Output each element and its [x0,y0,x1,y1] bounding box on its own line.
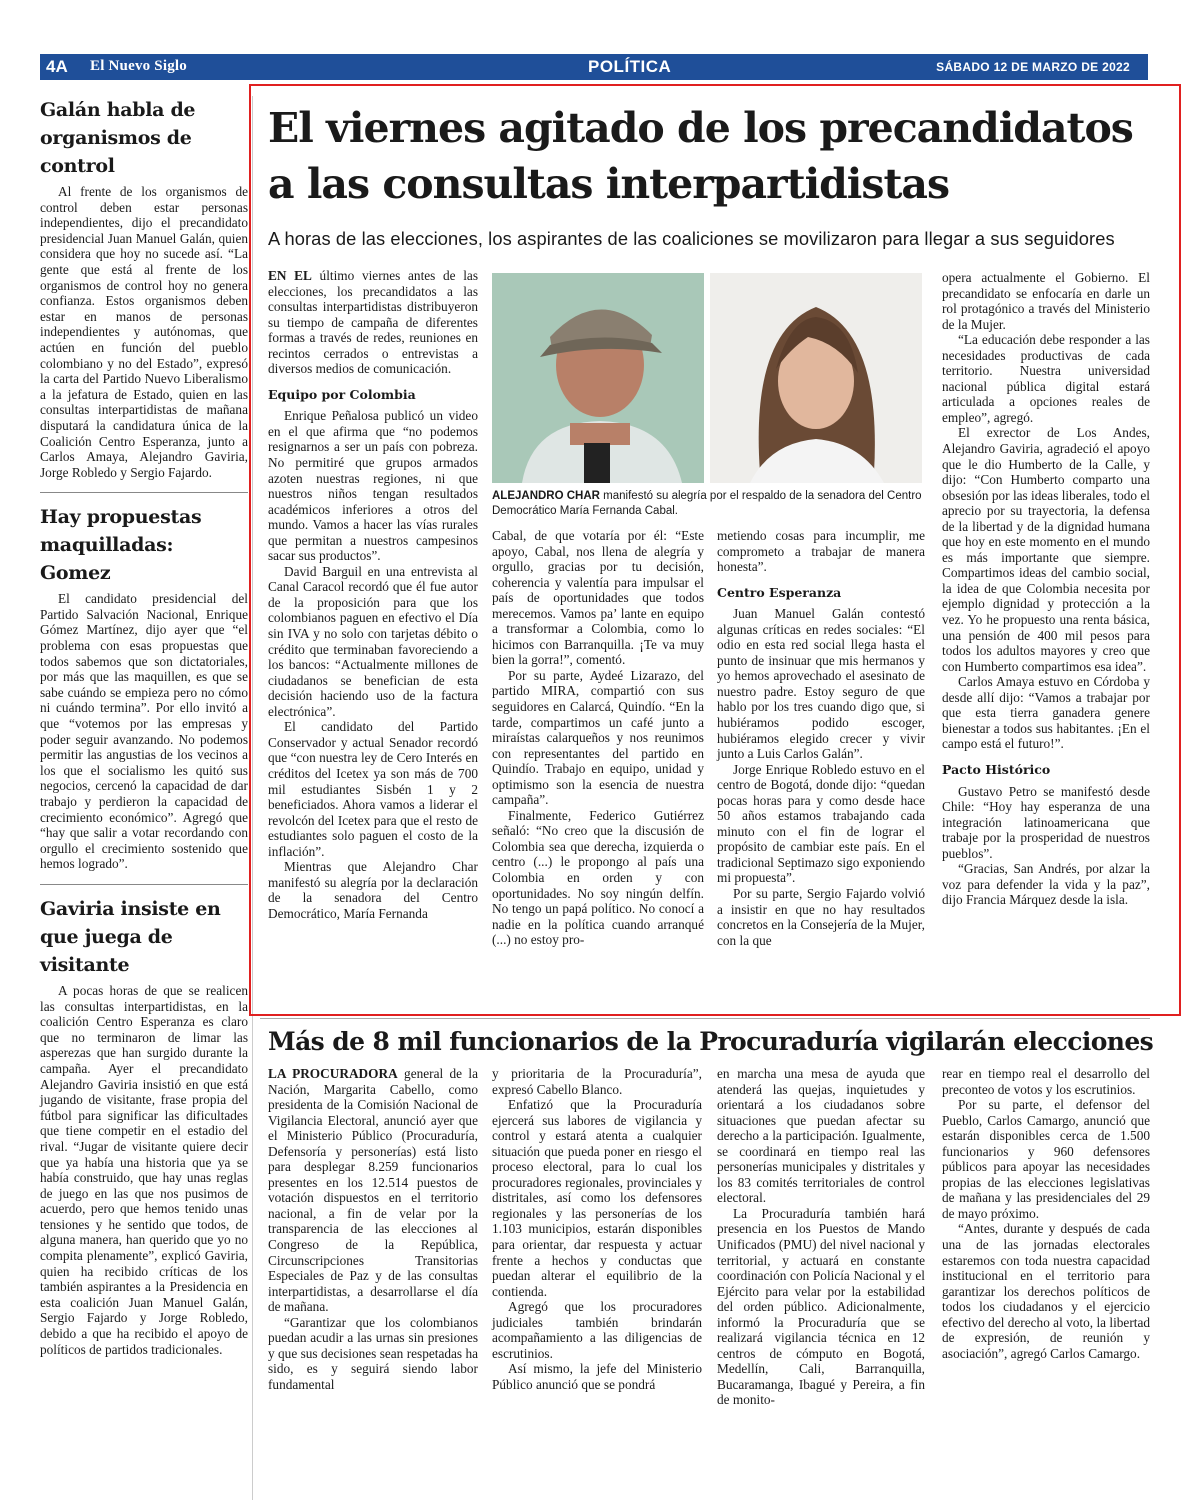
paragraph: y prioritaria de la Procuraduría”, expresó Cabello Blanco. [492,1066,702,1097]
portrait-man-icon [492,273,704,483]
page-number: 4A [46,57,68,76]
paragraph: “Gracias, San Andrés, por alzar la voz para defender la vida y la paz”, dijo Francia Márquez desde la isla. [942,861,1150,908]
paragraph: “Garantizar que los colombianos puedan acudir a las urnas sin presiones y que sus decisiones sean respetadas ha sido, es y seguirá siendo labor fundamental [268,1314,478,1392]
divider [40,492,248,493]
paragraph-text: último viernes antes de las elecciones, los precandidatos a las consultas interpartidistas distribuyeron su tiempo de campaña de diferentes formas a través de redes, reuniones en recintos cerrados o entrevistas a diversos medios de comunicación. [268,268,478,377]
second-article-column-2 [492,1066,702,1392]
paragraph: Enrique Peñalosa publicó un video en el que afirma que “no podemos resignarnos a ser un país con pobreza. No permitiré que grupos armados azoten nuestras regiones, ni que nuestros niños tengan resultados académicos inferiores a otros del mundo. Vamos a hacer las vías rurales que permitan a nuestros campesinos sacar sus productos”. [268,408,478,564]
main-article-column-3 [717,528,925,948]
newspaper-name: El Nuevo Siglo [90,58,187,74]
paragraph: “La educación debe responder a las necesidades productivas de cada territorio. Nuestra universidad nacional pública digital estará articulada a opciones reales de empleo”, agregó. [942,332,1150,425]
subheading: Equipo por Colombia [268,386,416,402]
paragraph: La Procuraduría también hará presencia en los Puestos de Mando Unificados (PMU) del nivel nacional y territorial, y actuará en constante coordinación con Policía Nacional y el Ejército para velar por la estabilidad del orden público. Adicionalmente, informó la Procuraduría que se realizará vigilancia técnica en 12 centros de cómputo en Bogotá, Medellín, Cali, Barranquilla, Bucaramanga, Ibagué y Pereira, a fin de monito- [717,1205,925,1408]
paragraph: Agregó que los procuradores judiciales también brindarán acompañamiento a las diligencias de escrutinios. [492,1299,702,1361]
second-article-title: Más de 8 mil funcionarios de la Procuraduría vigilarán elecciones [268,1027,1154,1056]
paragraph: en marcha una mesa de ayuda que atenderá las quejas, inquietudes y orientará a los ciudadanos sobre situaciones que puedan afectar su derecho a la participación. Igualmente, se coordinará en tiempo real las personerías municipales y distritales y los 83 comités territoriales de control electoral. [717,1066,925,1206]
main-article-column-2 [492,528,704,948]
paragraph-text: general de la Nación, Margarita Cabello, como presidenta de la Comisión Nacional de Vigilancia Electoral, anunció ayer que el Ministerio Público (Procuraduría, Defensoría y personerías) está listo para desplegar 8.259 funcionarios presentes en los 12.514 puestos de votación dispuestos en el territorio nacional, a fin de velar por la transparencia de las elecciones al Congreso de la República, Circunscripciones Transitorias Especiales de Paz y de las consultas interpartidistas, a desarrollarse el día de mañana. [268,1066,478,1315]
brief-title-gomez: Hay propuestas maquilladas: Gomez [40,506,202,585]
paragraph: Por su parte, Aydeé Lizarazo, del partido MIRA, compartió con sus seguidores en Calarcá, Quindío. “En la tarde, compartimos un café junto a miraístas calarqueños y nos reunimos con representantes del partido en Quindío. Trabajo en equipo, unidad y optimismo son la esencia de nuestra campaña”. [492,667,704,808]
main-article-title: El viernes agitado de los precandidatos a las consultas interpartidistas [268,104,1133,208]
section-name: POLÍTICA [588,57,672,76]
paragraph: David Barguil en una entrevista al Canal Caracol recordó que él fue autor de la proposición para que los colombianos paguen en efectivo el Día sin IVA y no solo con tarjetas débito o crédito que terminaban favoreciendo a los bancos: “Actualmente millones de ciudadanos se benefician de esta decisión haciendo uso de la factura electrónica”. [268,563,478,719]
brief-body-gomez: El candidato presidencial del Partido Salvación Nacional, Enrique Gómez Martínez, dijo ayer que “el problema con esas propuestas que todos sabemos que son dictatoriales, por más que las maquillen, es que se sabe cuándo se empieza pero no cómo ni cuándo termina”. Por ello invitó a que “votemos por las empresas y poder seguir avanzando. No podemos permitir las angustias de los vecinos a los que el socialismo les quitó sus negocios, cercenó la capacidad de dar trabajo y perdieron la capacidad de crecimiento económico”. Agregó que “hay que salir a votar recordando con orgullo el crecimiento sostenido que hemos logrado”. [40,591,248,872]
main-article-column-4 [942,270,1150,908]
photo-maria-fernanda-cabal [710,273,922,483]
subheading: Centro Esperanza [717,584,842,600]
paragraph [268,268,478,377]
divider [260,1018,1150,1019]
paragraph: El candidato del Partido Conservador y actual Senador recordó que “con nuestra ley de Cero Interés en créditos del Icetex ya son más de 700 mil estudiantes Sisbén 1 y 2 beneficiados. Ahora vamos a liderar el revolcón del Icetex para que el resto de estudiantes solo paguen el costo de la inflación”. [268,719,478,859]
page-header-bar [40,54,1148,80]
portrait-woman-icon [710,273,922,483]
second-article-column-1 [268,1066,478,1392]
photo-caption [492,489,922,518]
paragraph: Jorge Enrique Robledo estuvo en el centro de Bogotá, donde dijo: “quedan pocas horas para y como desde hace 50 años estamos trabajando cada minuto con el fin de lograr el propósito de cambiar este país. En el tradicional Septimazo sigo exponiendo mi propuesta”. [717,761,925,886]
divider [40,884,248,885]
paragraph: Carlos Amaya estuvo en Córdoba y desde allí dijo: “Vamos a trabajar por que esta tierra ganadera genere bienestar a todos sus habitantes. ¡En el campo está el futuro!”. [942,674,1150,752]
lead-in: EN EL [268,268,312,283]
paragraph: opera actualmente el Gobierno. El precandidato se enfocaría en darle un rol protagónico a través del Ministerio de la Mujer. [942,270,1150,332]
second-article-column-4 [942,1066,1150,1361]
second-article-column-3 [717,1066,925,1408]
paragraph: El exrector de Los Andes, Alejandro Gaviria, agradeció el apoyo que le dio Humberto de la Calle, y dijo: “Con Humberto comparto una obsesión por las ideas liberales, todo el aprecio por su trayectoria, la defensa de la libertad y de la dignidad humana que hoy en este momento en el mundo es más importante que siempre. Compartimos ideas del cambio social, la idea de que Colombia necesita por ejemplo dignidad y protección a la vez. Yo he propuesto una renta básica, una pensión de 400 mil pesos para todos los adultos mayores y creo que con Humberto compartimos esa idea”. [942,425,1150,674]
brief-title-galan: Galán habla de organismos de control [40,99,196,177]
brief-title-gaviria: Gaviria insiste en que juega de visitante [40,897,221,976]
main-article-column-1 [268,268,478,921]
paragraph: Mientras que Alejandro Char manifestó su alegría por la declaración de la senadora del Centro Democrático, María Fernanda [268,859,478,921]
photo-alejandro-char [492,273,704,483]
paragraph: Por su parte, Sergio Fajardo volvió a insistir en que no hay resultados concretos en la Consejería de la Mujer, con la que [717,886,925,948]
paragraph: “Antes, durante y después de cada una de las jornadas electorales estaremos con toda nuestra capacidad institucional en el territorio para garantizar los derechos políticos de todos los ciudadanos y el ejercicio efectivo del derecho al voto, la libertad de expresión, de reunión y asociación”, agregó Carlos Camargo. [942,1221,1150,1361]
paragraph: Finalmente, Federico Gutiérrez señaló: “No creo que la discusión de Colombia sea que derecha, izquierda o centro (...) le propongo al país una Colombia en orden y con oportunidades. No soy ningún delfín. No tengo un papá político. No conocí a nadie en la política cuando arranqué (...) no estoy pro- [492,807,704,948]
paragraph: Así mismo, la jefe del Ministerio Público anunció que se pondrá [492,1361,702,1392]
paragraph: Cabal, de que votaría por él: “Este apoyo, Cabal, nos llena de alegría y orgullo, gracias por tu decisión, coherencia y valentía para impulsar el país de oportunidades que todos merecemos. Vamos pa’ lante en equipo a transformar a Colombia, como lo hicimos con Barranquilla. ¡Te va muy bien la gorra!”, comentó. [492,528,704,668]
paragraph: Gustavo Petro se manifestó desde Chile: “Hoy hay esperanza de una integración latinoamericana que trabaje por la prosperidad de nuestros pueblos”. [942,783,1150,861]
paragraph: Enfatizó que la Procuraduría ejercerá sus labores de vigilancia y control y estará atenta a cualquier situación que pueda poner en riesgo el proceso electoral, para lo cual los procuradores regionales, provinciales y distritales, así como los defensores regionales y las personerías de los 1.103 municipios, estarán disponibles para orientar, dar respuesta y actuar frente a hechos y conductas que puedan alterar el equilibrio de la contienda. [492,1097,702,1299]
brief-body-gaviria: A pocas horas de que se realicen las consultas interpartidistas, en la coalición Centro Esperanza es claro que no terminaron de limar las asperezas que han surgido durante la campaña. Ayer el precandidato Alejandro Gaviria insistió en que está jugando de visitante, frase propia del fútbol para significar las dificultades que tiene competir en el estadio del rival. “Jugar de visitante quiere decir que ya había una historia que ya se había construido, que hay unas reglas de juego en las que nos pusimos de acuerdo, pero que hemos tenido unas tensiones y he sentido que todos, de alguna manera, han querido que yo no compita plenamente”, explicó Gaviria, quien ha recibido críticas de los también aspirantes a la Presidencia en esta coalición Juan Manuel Galán, Sergio Fajardo y Jorge Robledo, debido a que ha recibido el apoyo de políticos de partidos tradicionales. [40,982,248,1357]
paragraph: Por su parte, el defensor del Pueblo, Carlos Camargo, anunció que estarán disponibles cerca de 1.500 funcionarios y 960 defensores públicos para apoyar las necesidades propias de las elecciones legislativas de mañana y las presidenciales del 29 de mayo próximo. [942,1097,1150,1221]
caption-name: ALEJANDRO CHAR [492,490,600,502]
paragraph [268,1066,478,1315]
main-article-subtitle: A horas de las elecciones, los aspirantes de las coaliciones se movilizaron para llegar a sus seguidores [268,228,1115,249]
paragraph: Juan Manuel Galán contestó algunas críticas en redes sociales: “El odio en esta red social llega hasta el punto de insinuar que mis hermanos y yo hemos aprovechado el asesinato de nuestro padre. Estoy seguro de que hablo por los tres cuando digo que, si hubiéramos podido escoger, hubiéramos elegido crecer y vivir junto a Luis Carlos Galán”. [717,606,925,762]
paragraph: rear en tiempo real el desarrollo del preconteo de votos y los escrutinios. [942,1066,1150,1097]
lead-in: LA PROCURADORA [268,1066,398,1081]
subheading: Pacto Histórico [942,761,1051,777]
brief-body-galan: Al frente de los organismos de control deben estar personas independientes, dijo el precandidato presidencial Juan Manuel Galán, quien considera que hoy no sucede así. “La gente que está al frente de los organismos de control hoy no genera confianza. Estos organismos deben estar en manos de personas independientes y autónomas, que actúen en función del pueblo colombiano y no del Estado”, expresó la carta del Partido Nuevo Liberalismo a la jefatura de Estado, quien en las consultas interpartidistas de mañana disputará la candidatura única de la Coalición Centro Esperanza, junto a Carlos Amaya, Alejandro Gaviria, Jorge Robledo y Sergio Fajardo. [40,184,248,480]
paragraph: metiendo cosas para incumplir, me comprometo a trabajar de manera honesta”. [717,528,925,575]
issue-date: SÁBADO 12 DE MARZO DE 2022 [936,60,1130,74]
sidebar-briefs [40,96,248,1357]
caption-text: manifestó su alegría por el respaldo de la senadora del Centro Democrático María Fernanda Cabal. [492,490,922,517]
